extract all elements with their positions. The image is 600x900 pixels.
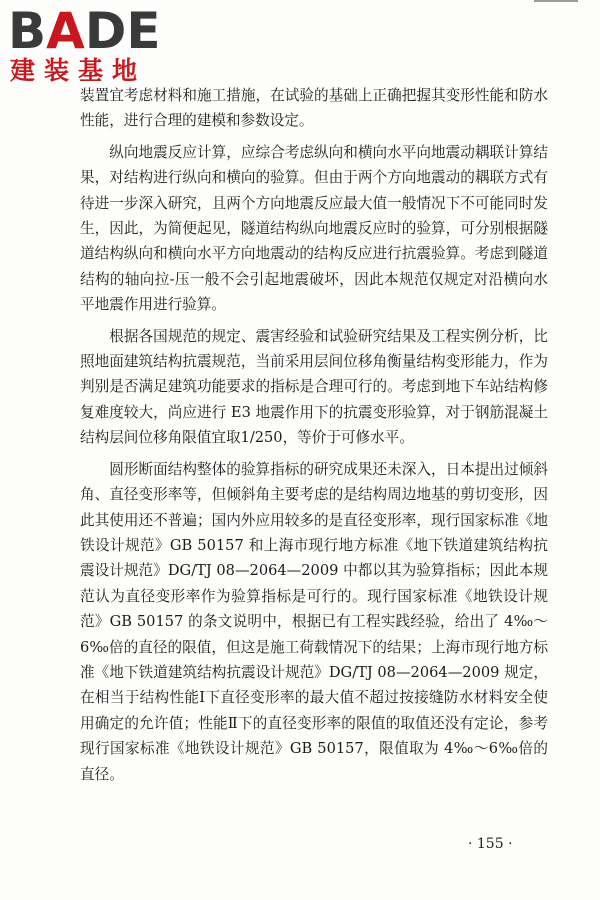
logo-letter-a: A — [46, 2, 85, 60]
logo-subtitle: 建装基地 — [10, 56, 147, 85]
logo-letter-b: B — [8, 2, 47, 60]
paragraph-longitudinal-seismic: 纵向地震反应计算，应综合考虑纵向和横向水平向地震动耦联计算结果，对结构进行纵向和横向的验算。但由于两个方向地震动的耦联方式有待进一步深入研究，且两个方向地震反应最大值一般情况下不可能同时发生，因此，为简便起见，隧道结构纵向地震反应时的验算，可分别根据隧道结构纵向和横向水平方向地震动的结构反应进行抗震验算。考虑到隧道结构的轴向拉-压一般不会引起地震破坏，因此本规范仅规定对沿横向水平地震作用进行验算。 — [80, 143, 548, 314]
logo-wordmark — [8, 4, 161, 58]
brand-logo — [8, 4, 178, 90]
page-number: · 155 · — [468, 836, 513, 852]
logo-letter-e: E — [126, 2, 161, 60]
paragraph-drift-ratio: 根据各国规范的规定、震害经验和试验研究结果及工程实例分析，比照地面建筑结构抗震规范，当前采用层间位移角衡量结构变形能力，作为判别是否满足建筑功能要求的指标是合理可行的。考虑到地下车站结构修复难度较大，尚应进行 E3 地震作用下的抗震变形验算，对于钢筋混凝土结构层间位移角限值宜取1/250，等价于可修水平。 — [80, 327, 548, 447]
logo-letter-d: D — [84, 2, 127, 60]
top-rule — [534, 0, 578, 2]
paragraph-continuation: 装置宜考虑材料和施工措施，在试验的基础上正确把握其变形性能和防水性能，进行合理的建模和参数设定。 — [80, 87, 548, 130]
paragraph-circular-section: 圆形断面结构整体的验算指标的研究成果还未深入，日本提出过倾斜角、直径变形率等，但倾斜角主要考虑的是结构周边地基的剪切变形，因此其使用还不普遍；国内外应用较多的是直径变形率，现行国家标准《地铁设计规范》GB 50157 和上海市现行地方标准《地下铁道建筑结构抗震设计规范》DG/TJ 08—2064—2009 中都以其为验算指标；因此本规范认为直径变形率作为验算指标是可行的。现行国家标准《地铁设计规范》GB 50157 的条文说明中，根据已有工程实践经验，给出了 4‰～6‰倍的直径的限值，但这是施工荷载情况下的结果；上海市现行地方标准《地下铁道建筑结构抗震设计规范》DG/TJ 08—2064—2009 规定，在相当于结构性能Ⅰ下直径变形率的最大值不超过按接缝防水材料安全使用确定的允许值；性能Ⅱ下的直径变形率的限值的取值还没有定论，参考现行国家标准《地铁设计规范》GB 50157，限值取为 4‰～6‰倍的直径。 — [80, 460, 548, 783]
document-body — [80, 83, 548, 787]
